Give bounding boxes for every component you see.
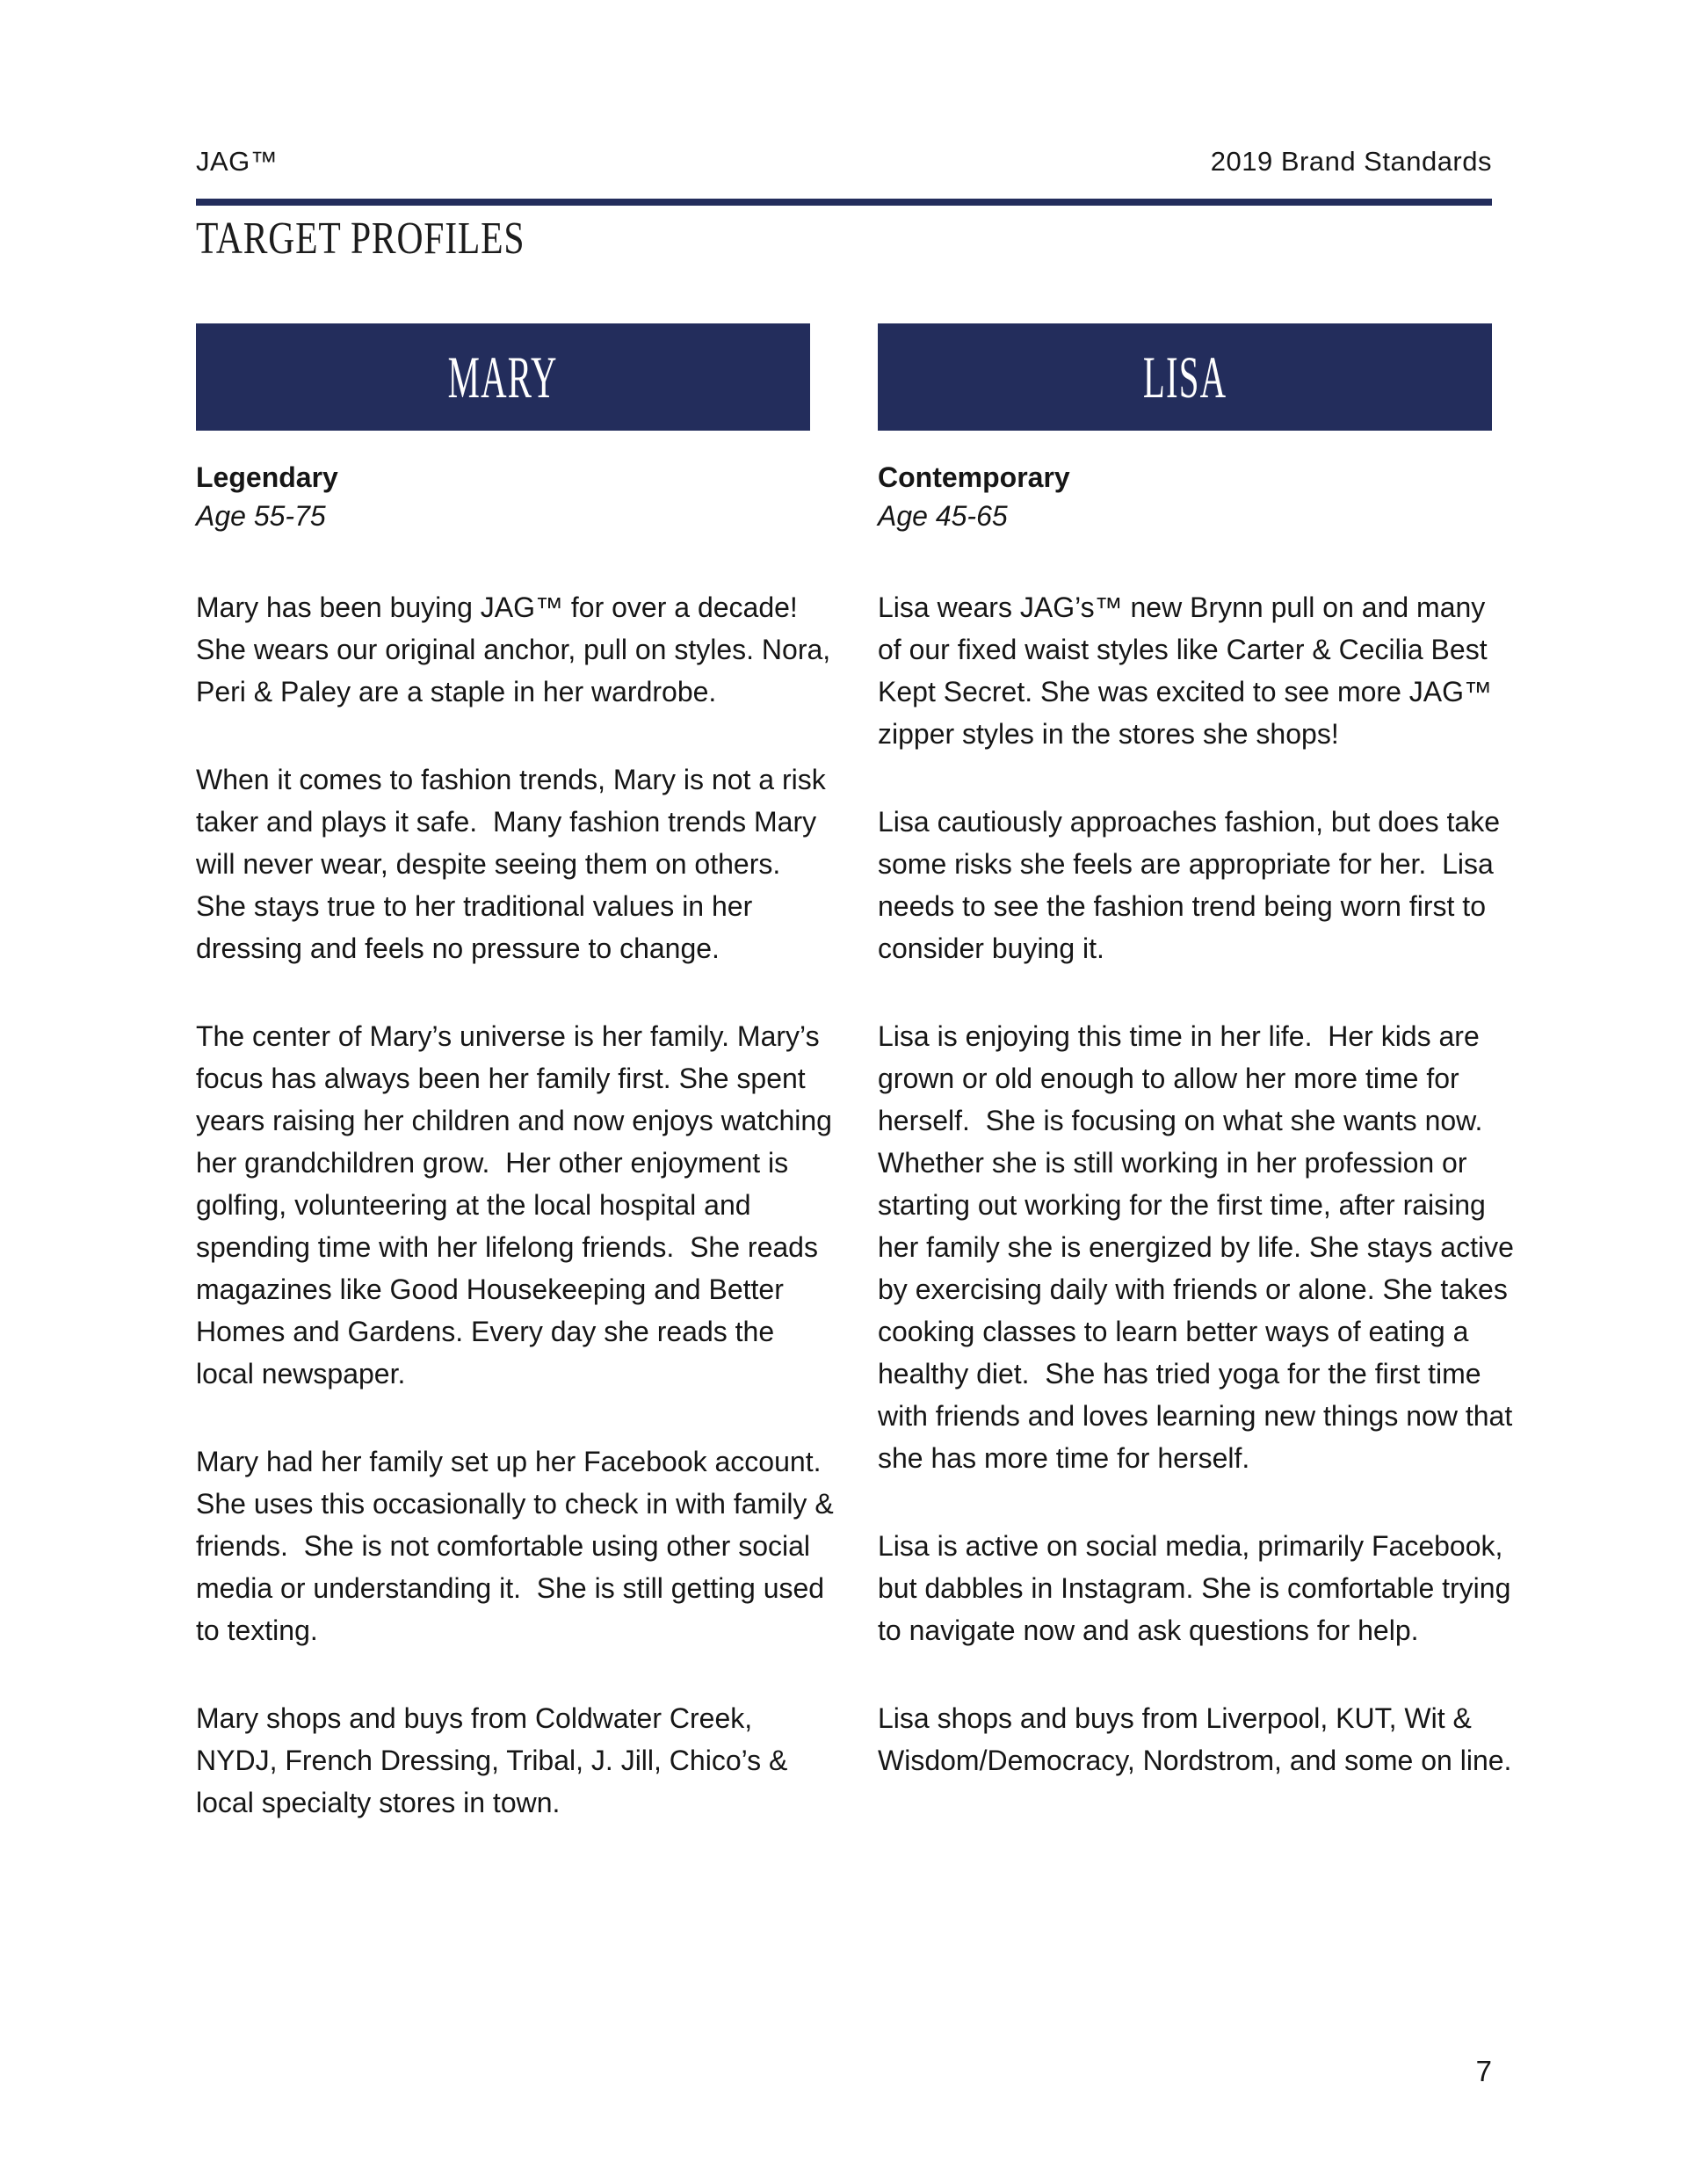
profile-category: Legendary — [196, 461, 338, 493]
profile-paragraph: Mary has been buying JAG™ for over a decade! She wears our original anchor, pull on styles. Nora, Peri & Paley are a staple in her wardrobe. — [196, 591, 839, 707]
document-edition: 2019 Brand Standards — [1210, 146, 1492, 177]
profile-paragraph: Mary had her family set up her Facebook account. She uses this occasionally to check in with family & friends. She is not comfortable using other social media or understanding it. She is still getting used to texting. — [196, 1446, 842, 1646]
profile-paragraph: Lisa cautiously approaches fashion, but does take some risks she feels are appropriate for her. Lisa needs to see the fashion trend being worn first to consider buying it. — [878, 806, 1508, 964]
page-title: TARGET PROFILES — [196, 214, 525, 264]
profile-column-mary — [196, 323, 842, 1869]
profile-age-range: Age 45-65 — [878, 500, 1008, 532]
document-header — [196, 148, 1492, 175]
profile-paragraph: The center of Mary’s universe is her family. Mary’s focus has always been her family first. She spent years raising her children and now enjoys watching her grandchildren grow. Her other enjoyment is golfing, volunteering at the local hospital and spending time with her lifelong friends. She reads magazines like Good Housekeeping and Better Homes and Gardens. Every day she reads the local newspaper. — [196, 1020, 840, 1389]
profile-banner-mary — [196, 323, 810, 431]
profile-category: Contemporary — [878, 461, 1070, 493]
header-rule-divider — [196, 199, 1492, 206]
page-content — [196, 0, 1522, 2184]
profile-banner-lisa — [878, 323, 1492, 431]
profile-paragraph: Lisa wears JAG’s™ new Brynn pull on and many of our fixed waist styles like Carter & Cecilia Best Kept Secret. She was excited to see more JAG™ zipper styles in the stores she shops! — [878, 591, 1500, 750]
profile-paragraph: Lisa shops and buys from Liverpool, KUT, Wit & Wisdom/Democracy, Nordstrom, and some on line. — [878, 1702, 1512, 1776]
page-number: 7 — [1475, 2055, 1492, 2087]
profile-paragraph: When it comes to fashion trends, Mary is not a risk taker and plays it safe. Many fashion trends Mary will never wear, despite seeing them on others. She stays true to her traditional values in her dressing and feels no pressure to change. — [196, 764, 834, 964]
profile-paragraph: Lisa is active on social media, primarily Facebook, but dabbles in Instagram. She is comfortable trying to navigate now and ask questions for help. — [878, 1530, 1519, 1646]
profile-paragraph: Mary shops and buys from Coldwater Creek, NYDJ, French Dressing, Tribal, J. Jill, Chico’s & local specialty stores in town. — [196, 1702, 796, 1818]
profile-name-mary: MARY — [448, 344, 558, 410]
brand-logo: JAG™ — [196, 146, 279, 177]
profile-age-range: Age 55-75 — [196, 500, 326, 532]
profile-column-lisa — [878, 323, 1522, 1869]
profile-paragraph: Lisa is enjoying this time in her life. Her kids are grown or old enough to allow her more time for herself. She is focusing on what she wants now. Whether she is still working in her profession or starting out working for the first time, after raising her family she is energized by life. She stays active by exercising daily with friends or alone. She takes cooking classes to learn better ways of eating a healthy diet. She has tried yoga for the first time with friends and loves learning new things now that she has more time for herself. — [878, 1020, 1522, 1474]
profile-name-lisa: LISA — [1142, 344, 1227, 410]
profiles-row — [196, 323, 1522, 1869]
